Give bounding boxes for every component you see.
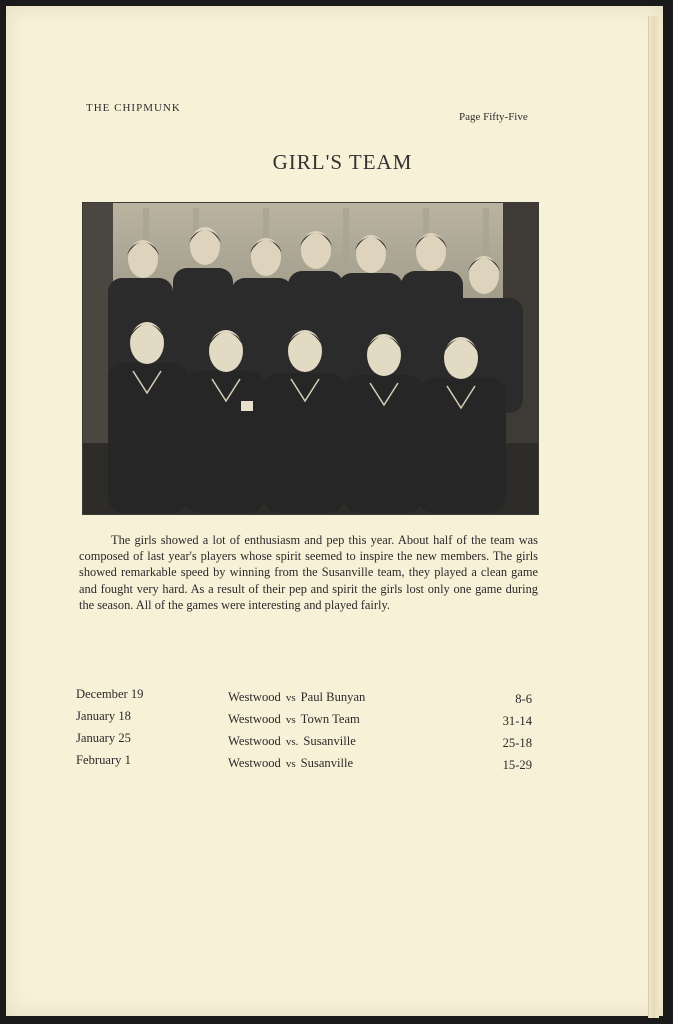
game-score: 15-29 — [502, 758, 532, 772]
body-paragraph: The girls showed a lot of enthusiasm and pep this year. About half of the team was composed of last year's players whose spirit seemed to inspire the new members. The girls showed remarkable speed by winning from the Susanville team, they played a clean game and fought very hard. As a result of their pep and spirit the girls lost only one game during the season. All of the games were interesting and played fairly. — [79, 533, 538, 612]
schedule-row — [76, 709, 536, 731]
game-matchup: Westwood vs Susanville — [228, 756, 354, 770]
game-schedule — [76, 687, 536, 775]
schedule-row — [76, 731, 536, 753]
game-matchup: Westwood vs Town Team — [228, 712, 360, 726]
schedule-row — [76, 687, 536, 709]
game-score: 8-6 — [515, 692, 532, 706]
game-date: December 19 — [76, 687, 144, 701]
page-number: Page Fifty-Five — [459, 111, 528, 123]
game-matchup: Westwood vs. Susanville — [228, 734, 356, 748]
yearbook-page — [6, 6, 663, 1016]
game-score: 31-14 — [502, 714, 532, 728]
game-score: 25-18 — [502, 736, 532, 750]
game-matchup: Westwood vs Paul Bunyan — [228, 690, 366, 704]
team-photo — [82, 202, 539, 515]
team-photo-icon — [83, 203, 538, 514]
running-head: THE CHIPMUNK — [86, 102, 181, 114]
page-title: GIRL'S TEAM — [272, 150, 413, 174]
game-date: January 18 — [76, 709, 131, 723]
game-date: February 1 — [76, 753, 131, 767]
game-date: January 25 — [76, 731, 131, 745]
schedule-row — [76, 753, 536, 775]
